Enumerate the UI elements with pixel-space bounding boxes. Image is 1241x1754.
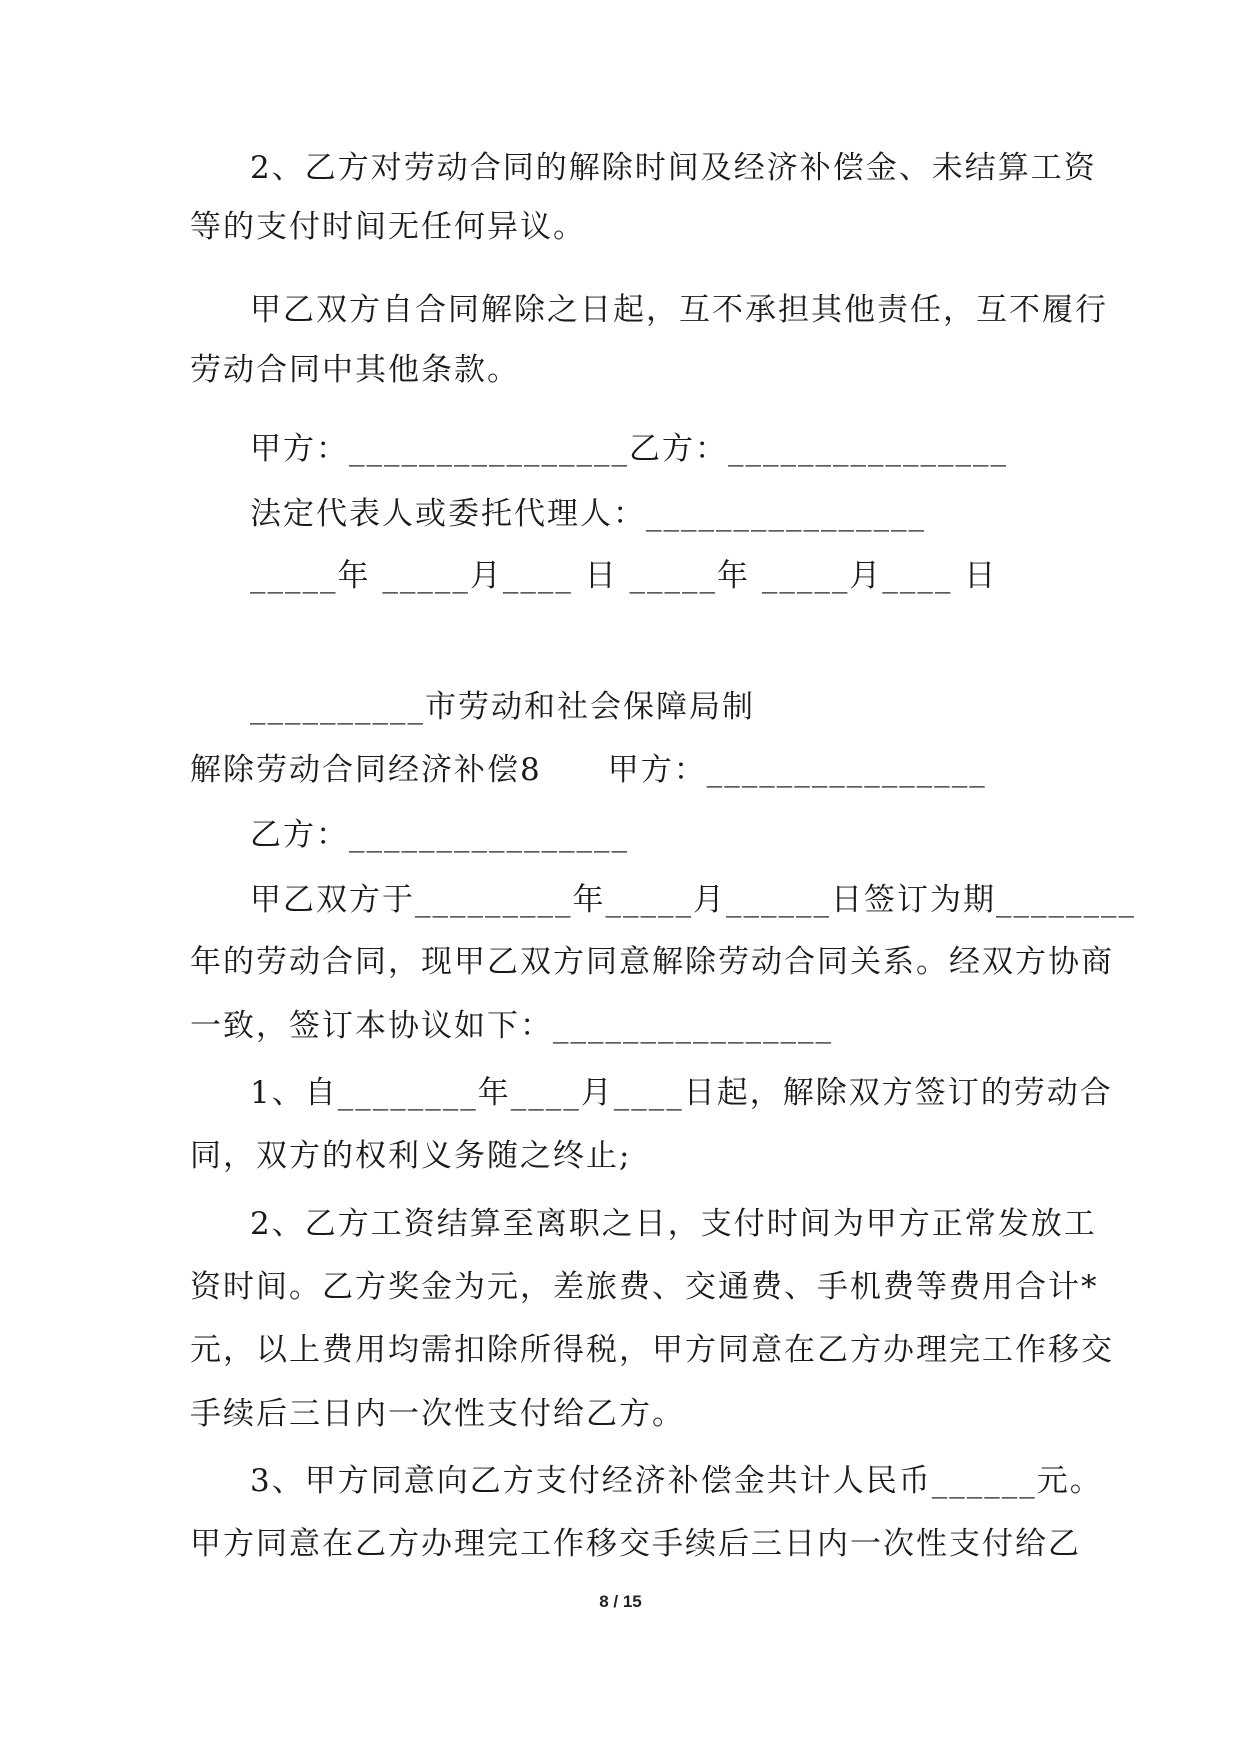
section-heading: 解除劳动合同经济补偿8 甲方：________________ [190, 752, 987, 788]
text-line: 元，以上费用均需扣除所得税，甲方同意在乙方办理完工作移交 [190, 1332, 1114, 1368]
text-line: 甲乙双方于_________年_____月______日签订为期________ [250, 882, 1136, 918]
text-line: 资时间。乙方奖金为元，差旅费、交通费、手机费等费用合计* [190, 1269, 1099, 1305]
text-line: 手续后三日内一次性支付给乙方。 [190, 1396, 685, 1432]
signature-line: 乙方：________________ [250, 817, 629, 853]
page-number: 8 / 15 [599, 1592, 642, 1611]
representative-line: 法定代表人或委托代理人：________________ [250, 496, 926, 532]
text-line: 3、甲方同意向乙方支付经济补偿金共计人民币______元。 [250, 1463, 1103, 1499]
issuer-line: __________市劳动和社会保障局制 [250, 689, 755, 725]
text-line: 一致，签订本协议如下：________________ [190, 1008, 833, 1044]
text-line: 甲乙双方自合同解除之日起，互不承担其他责任，互不履行 [250, 292, 1108, 328]
text-line: 1、自________年____月____日起，解除双方签订的劳动合 [250, 1075, 1113, 1111]
text-line: 等的支付时间无任何异议。 [190, 209, 586, 245]
text-line: 2、乙方对劳动合同的解除时间及经济补偿金、未结算工资 [250, 150, 1097, 186]
signature-line: 甲方：________________乙方：________________ [250, 431, 1008, 467]
text-line: 年的劳动合同，现甲乙双方同意解除劳动合同关系。经双方协商 [190, 944, 1114, 980]
text-line: 甲方同意在乙方办理完工作移交手续后三日内一次性支付给乙 [190, 1526, 1081, 1562]
date-line: _____年 _____月____ 日 _____年 _____月____ 日 [250, 558, 998, 594]
text-line: 同，双方的权利义务随之终止; [190, 1138, 632, 1174]
text-line: 2、乙方工资结算至离职之日，支付时间为甲方正常发放工 [250, 1206, 1097, 1242]
text-line: 劳动合同中其他条款。 [190, 352, 520, 388]
